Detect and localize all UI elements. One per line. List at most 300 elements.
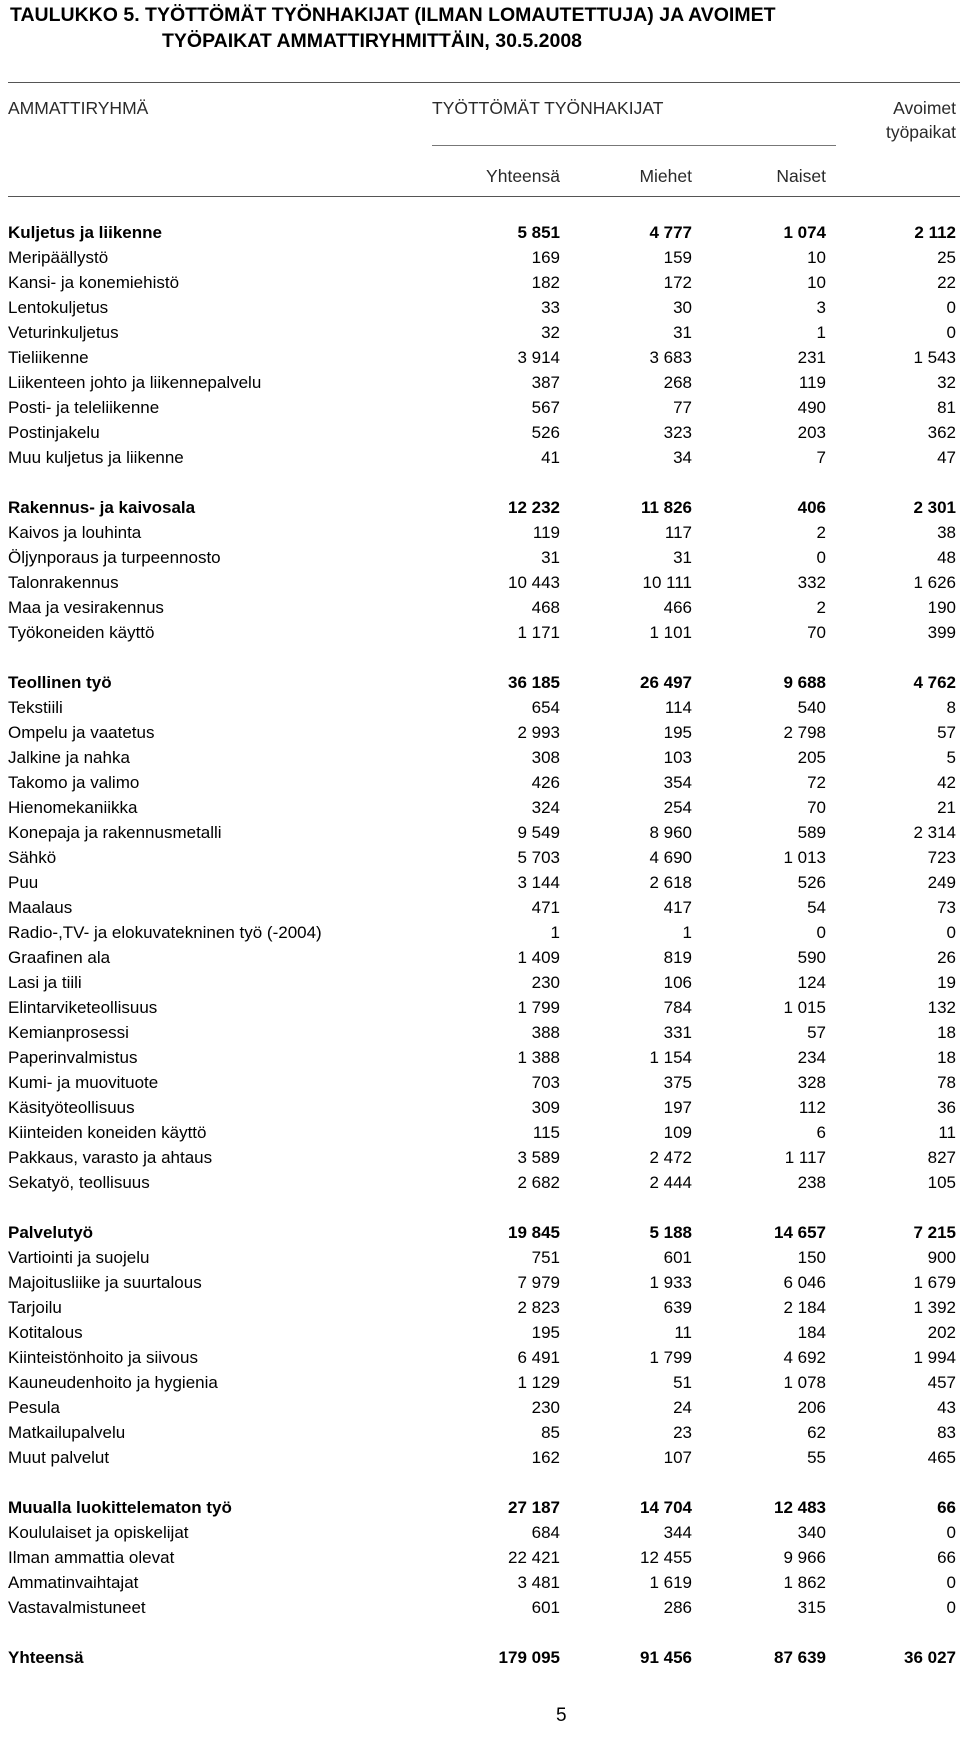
jobseekers-total: 162	[531, 1448, 560, 1467]
jobseekers-women: 1 013	[783, 848, 826, 867]
jobseekers-women: 62	[807, 1423, 826, 1442]
jobseekers-women: 124	[797, 973, 826, 992]
open-vacancies: 36 027	[904, 1648, 956, 1667]
occupation-name: Radio-,TV- ja elokuvatekninen työ (-2004)	[8, 923, 322, 942]
jobseekers-women: 55	[807, 1448, 826, 1467]
open-vacancies: 26	[937, 948, 956, 967]
jobseekers-men: 23	[673, 1423, 692, 1442]
jobseekers-total: 6 491	[517, 1348, 560, 1367]
jobseekers-total: 567	[531, 398, 560, 417]
jobseekers-men: 639	[663, 1298, 692, 1317]
occupation-name: Koululaiset ja opiskelijat	[8, 1523, 189, 1542]
jobseekers-women: 590	[797, 948, 826, 967]
jobseekers-men: 31	[673, 548, 692, 567]
occupation-name: Majoitusliike ja suurtalous	[8, 1273, 202, 1292]
open-vacancies: 48	[937, 548, 956, 567]
open-vacancies: 132	[927, 998, 956, 1017]
table-group-row	[0, 495, 960, 520]
occupation-name: Liikenteen johto ja liikennepalvelu	[8, 373, 262, 392]
occupation-name: Takomo ja valimo	[8, 773, 140, 792]
jobseekers-men: 3 683	[649, 348, 692, 367]
jobseekers-men: 30	[673, 298, 692, 317]
open-vacancies: 0	[946, 1573, 956, 1592]
open-vacancies: 21	[937, 798, 956, 817]
jobseekers-men: 1 101	[649, 623, 692, 642]
occupation-name: Yhteensä	[8, 1648, 84, 1667]
open-vacancies: 81	[937, 398, 956, 417]
open-vacancies: 457	[927, 1373, 956, 1392]
table-row	[0, 920, 960, 945]
jobseekers-total: 10 443	[508, 573, 560, 592]
jobseekers-total: 388	[531, 1023, 560, 1042]
table-row	[0, 1545, 960, 1570]
table-row	[0, 770, 960, 795]
jobseekers-total: 7 979	[517, 1273, 560, 1292]
jobseekers-men: 197	[663, 1098, 692, 1117]
open-vacancies: 57	[937, 723, 956, 742]
occupation-name: Meripäällystö	[8, 248, 109, 267]
open-vacancies: 32	[937, 373, 956, 392]
occupation-name: Sekatyö, teollisuus	[8, 1173, 150, 1192]
jobseekers-men: 268	[663, 373, 692, 392]
table-row	[0, 1145, 960, 1170]
occupation-name: Kansi- ja konemiehistö	[8, 273, 180, 292]
jobseekers-women: 54	[807, 898, 826, 917]
jobseekers-women: 0	[816, 548, 826, 567]
open-vacancies: 0	[946, 323, 956, 342]
jobseekers-men: 31	[673, 323, 692, 342]
jobseekers-men: 77	[673, 398, 692, 417]
jobseekers-total: 5 703	[517, 848, 560, 867]
table-row	[0, 1295, 960, 1320]
jobseekers-total: 195	[531, 1323, 560, 1342]
jobseekers-men: 1 619	[649, 1573, 692, 1592]
open-vacancies: 25	[937, 248, 956, 267]
jobseekers-total: 426	[531, 773, 560, 792]
open-vacancies: 0	[946, 1523, 956, 1542]
jobseekers-men: 12 455	[640, 1548, 692, 1567]
occupation-name: Kuljetus ja liikenne	[8, 223, 162, 242]
jobseekers-total: 182	[531, 273, 560, 292]
jobseekers-total: 85	[541, 1423, 560, 1442]
table-group-row	[0, 1220, 960, 1245]
table-row	[0, 1420, 960, 1445]
occupation-name: Elintarviketeollisuus	[8, 998, 158, 1017]
occupation-name: Tieliikenne	[8, 348, 89, 367]
jobseekers-men: 172	[663, 273, 692, 292]
jobseekers-men: 106	[663, 973, 692, 992]
open-vacancies: 2 112	[914, 223, 956, 242]
occupation-name: Matkailupalvelu	[8, 1423, 126, 1442]
occupation-name: Maalaus	[8, 898, 73, 917]
table-row	[0, 820, 960, 845]
jobseekers-total: 3 589	[517, 1148, 560, 1167]
jobseekers-women: 119	[798, 373, 826, 392]
jobseekers-men: 91 456	[640, 1648, 692, 1667]
open-vacancies: 465	[927, 1448, 956, 1467]
occupation-name: Kaivos ja louhinta	[8, 523, 142, 542]
jobseekers-women: 4 692	[783, 1348, 826, 1367]
jobseekers-total: 703	[531, 1073, 560, 1092]
occupation-name: Konepaja ja rakennusmetalli	[8, 823, 222, 842]
table-group-row	[0, 1645, 960, 1670]
open-vacancies: 4 762	[913, 673, 956, 692]
open-vacancies: 190	[927, 598, 956, 617]
jobseekers-women: 315	[797, 1598, 826, 1617]
table-group-row	[0, 1495, 960, 1520]
open-vacancies: 399	[927, 623, 956, 642]
jobseekers-total: 230	[531, 973, 560, 992]
jobseekers-men: 2 444	[649, 1173, 692, 1192]
jobseekers-total: 115	[532, 1123, 560, 1142]
jobseekers-women: 231	[797, 348, 826, 367]
jobseekers-women: 332	[797, 573, 826, 592]
occupation-name: Öljynporaus ja turpeennosto	[8, 548, 221, 567]
jobseekers-women: 70	[807, 798, 826, 817]
jobseekers-total: 1 409	[517, 948, 560, 967]
table-row	[0, 545, 960, 570]
open-vacancies: 11	[938, 1123, 956, 1142]
open-vacancies: 723	[927, 848, 956, 867]
jobseekers-men: 11 826	[640, 498, 692, 517]
jobseekers-total: 41	[541, 448, 560, 467]
jobseekers-women: 2 798	[783, 723, 826, 742]
column-header-vacancies-line1: Avoimet	[893, 98, 956, 118]
jobseekers-total: 468	[531, 598, 560, 617]
jobseekers-men: 286	[663, 1598, 692, 1617]
open-vacancies: 78	[937, 1073, 956, 1092]
open-vacancies: 18	[937, 1048, 956, 1067]
table-row	[0, 720, 960, 745]
open-vacancies: 2 314	[913, 823, 956, 842]
jobseekers-men: 195	[663, 723, 692, 742]
jobseekers-total: 684	[531, 1523, 560, 1542]
jobseekers-men: 784	[663, 998, 692, 1017]
open-vacancies: 827	[927, 1148, 956, 1167]
jobseekers-total: 3 914	[517, 348, 560, 367]
jobseekers-women: 9 966	[783, 1548, 826, 1567]
jobseekers-women: 10	[807, 273, 826, 292]
jobseekers-total: 1 171	[517, 623, 560, 642]
jobseekers-women: 234	[797, 1048, 826, 1067]
jobseekers-women: 9 688	[783, 673, 826, 692]
jobseekers-men: 331	[663, 1023, 692, 1042]
open-vacancies: 47	[937, 448, 956, 467]
open-vacancies: 1 392	[913, 1298, 956, 1317]
jobseekers-women: 203	[797, 423, 826, 442]
occupation-name: Pesula	[8, 1398, 60, 1417]
table-row	[0, 1245, 960, 1270]
open-vacancies: 43	[937, 1398, 956, 1417]
jobseekers-women: 3	[816, 298, 826, 317]
table-row	[0, 995, 960, 1020]
occupation-name: Lentokuljetus	[8, 298, 109, 317]
open-vacancies: 249	[927, 873, 956, 892]
jobseekers-total: 3 144	[517, 873, 560, 892]
open-vacancies: 36	[937, 1098, 956, 1117]
occupation-name: Puu	[8, 873, 39, 892]
jobseekers-men: 24	[673, 1398, 692, 1417]
jobseekers-men: 117	[664, 523, 692, 542]
jobseekers-total: 36 185	[508, 673, 560, 692]
jobseekers-total: 324	[531, 798, 560, 817]
table-row	[0, 345, 960, 370]
jobseekers-total: 471	[531, 898, 560, 917]
jobseekers-women: 340	[797, 1523, 826, 1542]
open-vacancies: 22	[937, 273, 956, 292]
jobseekers-men: 1 799	[649, 1348, 692, 1367]
table-row	[0, 295, 960, 320]
jobseekers-total: 31	[541, 548, 560, 567]
jobseekers-total: 308	[531, 748, 560, 767]
jobseekers-women: 70	[807, 623, 826, 642]
jobseekers-total: 230	[531, 1398, 560, 1417]
table-row	[0, 1445, 960, 1470]
occupation-name: Muu kuljetus ja liikenne	[8, 448, 184, 467]
jobseekers-men: 354	[663, 773, 692, 792]
column-header-group: AMMATTIRYHMÄ	[8, 98, 149, 118]
jobseekers-men: 14 704	[640, 1498, 692, 1517]
jobseekers-men: 103	[663, 748, 692, 767]
jobseekers-total: 179 095	[498, 1648, 560, 1667]
table-row	[0, 845, 960, 870]
table-group-row	[0, 220, 960, 245]
occupation-name: Kumi- ja muovituote	[8, 1073, 159, 1092]
open-vacancies: 0	[946, 923, 956, 942]
occupation-name: Vartiointi ja suojelu	[8, 1248, 150, 1267]
open-vacancies: 19	[937, 973, 956, 992]
jobseekers-women: 206	[797, 1398, 826, 1417]
occupation-name: Paperinvalmistus	[8, 1048, 138, 1067]
table-row	[0, 1570, 960, 1595]
occupation-name: Kemianprosessi	[8, 1023, 129, 1042]
occupation-name: Lasi ja tiili	[8, 973, 82, 992]
occupation-name: Tekstiili	[8, 698, 63, 717]
occupation-name: Veturinkuljetus	[8, 323, 119, 342]
jobseekers-total: 12 232	[508, 498, 560, 517]
jobseekers-women: 72	[807, 773, 826, 792]
occupation-name: Muualla luokittelematon työ	[8, 1498, 232, 1517]
jobseekers-women: 1 117	[784, 1148, 826, 1167]
open-vacancies: 1 543	[913, 348, 956, 367]
column-header-jobseekers: TYÖTTÖMÄT TYÖNHAKIJAT	[432, 98, 664, 118]
jobseekers-women: 540	[797, 698, 826, 717]
jobseekers-men: 344	[663, 1523, 692, 1542]
jobseekers-women: 406	[797, 498, 826, 517]
jobseekers-women: 205	[797, 748, 826, 767]
table-row	[0, 395, 960, 420]
occupation-name: Ammatinvaihtajat	[8, 1573, 139, 1592]
occupation-name: Teollinen työ	[8, 673, 112, 692]
jobseekers-men: 417	[663, 898, 692, 917]
occupation-name: Palvelutyö	[8, 1223, 94, 1242]
table-row	[0, 570, 960, 595]
jobseekers-total: 119	[532, 523, 560, 542]
occupation-name: Tarjoilu	[8, 1298, 62, 1317]
jobseekers-men: 466	[663, 598, 692, 617]
jobseekers-women: 1 015	[783, 998, 826, 1017]
open-vacancies: 66	[937, 1548, 956, 1567]
table-row	[0, 245, 960, 270]
table-row	[0, 870, 960, 895]
jobseekers-women: 10	[807, 248, 826, 267]
jobseekers-men: 4 777	[649, 223, 692, 242]
table-row	[0, 1320, 960, 1345]
jobseekers-total: 1 799	[517, 998, 560, 1017]
open-vacancies: 2 301	[913, 498, 956, 517]
jobseekers-total: 3 481	[517, 1573, 560, 1592]
jobseekers-women: 14 657	[774, 1223, 826, 1242]
table-row	[0, 970, 960, 995]
jobseekers-women: 0	[816, 923, 826, 942]
jobseekers-women: 1 862	[783, 1573, 826, 1592]
jobseekers-women: 2	[816, 598, 826, 617]
jobseekers-women: 87 639	[774, 1648, 826, 1667]
occupation-name: Sähkö	[8, 848, 57, 867]
jobseekers-women: 526	[797, 873, 826, 892]
table-row	[0, 520, 960, 545]
jobseekers-women: 7	[816, 448, 826, 467]
jobseekers-men: 254	[663, 798, 692, 817]
table-row	[0, 320, 960, 345]
open-vacancies: 900	[927, 1248, 956, 1267]
column-header-total: Yhteensä	[486, 166, 560, 186]
table-row	[0, 595, 960, 620]
open-vacancies: 66	[937, 1498, 956, 1517]
column-header-vacancies-line2: työpaikat	[885, 122, 956, 142]
occupation-name: Käsityöteollisuus	[8, 1098, 135, 1117]
jobseekers-total: 2 993	[517, 723, 560, 742]
jobseekers-total: 27 187	[508, 1498, 560, 1517]
occupation-name: Kauneudenhoito ja hygienia	[8, 1373, 218, 1392]
jobseekers-women: 238	[797, 1173, 826, 1192]
jobseekers-women: 184	[797, 1323, 826, 1342]
jobseekers-men: 114	[664, 698, 692, 717]
open-vacancies: 1 626	[913, 573, 956, 592]
occupation-name: Graafinen ala	[8, 948, 111, 967]
jobseekers-total: 309	[531, 1098, 560, 1117]
page-number: 5	[556, 1705, 567, 1726]
jobseekers-men: 11	[674, 1323, 692, 1342]
occupation-name: Työkoneiden käyttö	[8, 623, 155, 642]
occupation-name: Ompelu ja vaatetus	[8, 723, 155, 742]
table-row	[0, 445, 960, 470]
column-header-men: Miehet	[639, 166, 692, 186]
jobseekers-women: 2	[816, 523, 826, 542]
table-row	[0, 1070, 960, 1095]
table-row	[0, 745, 960, 770]
table-row	[0, 1020, 960, 1045]
jobseekers-men: 323	[663, 423, 692, 442]
jobseekers-men: 8 960	[649, 823, 692, 842]
jobseekers-total: 32	[541, 323, 560, 342]
table-row	[0, 1345, 960, 1370]
jobseekers-total: 751	[531, 1248, 560, 1267]
open-vacancies: 38	[937, 523, 956, 542]
jobseekers-men: 107	[663, 1448, 692, 1467]
jobseekers-men: 4 690	[649, 848, 692, 867]
jobseekers-total: 1	[550, 923, 560, 942]
open-vacancies: 202	[927, 1323, 956, 1342]
occupation-name: Hienomekaniikka	[8, 798, 138, 817]
jobseekers-men: 601	[663, 1248, 692, 1267]
jobseekers-women: 589	[797, 823, 826, 842]
table-row	[0, 1120, 960, 1145]
table-row	[0, 270, 960, 295]
occupation-name: Kotitalous	[8, 1323, 83, 1342]
open-vacancies: 0	[946, 298, 956, 317]
occupation-name: Maa ja vesirakennus	[8, 598, 164, 617]
jobseekers-men: 10 111	[642, 573, 692, 592]
jobseekers-men: 1	[682, 923, 692, 942]
column-header-women: Naiset	[776, 166, 826, 186]
table-row	[0, 1095, 960, 1120]
jobseekers-men: 1 154	[649, 1048, 692, 1067]
jobseekers-men: 2 618	[649, 873, 692, 892]
jobseekers-women: 150	[797, 1248, 826, 1267]
jobseekers-total: 22 421	[508, 1548, 560, 1567]
jobseekers-women: 2 184	[783, 1298, 826, 1317]
occupation-name: Kiinteistönhoito ja siivous	[8, 1348, 198, 1367]
occupation-name: Pakkaus, varasto ja ahtaus	[8, 1148, 213, 1167]
jobseekers-women: 12 483	[774, 1498, 826, 1517]
jobseekers-men: 159	[663, 248, 692, 267]
jobseekers-total: 19 845	[508, 1223, 560, 1242]
table-title-line2: TYÖPAIKAT AMMATTIRYHMITTÄIN, 30.5.2008	[162, 30, 583, 52]
occupation-name: Talonrakennus	[8, 573, 119, 592]
jobseekers-total: 33	[541, 298, 560, 317]
open-vacancies: 8	[946, 698, 956, 717]
occupation-name: Posti- ja teleliikenne	[8, 398, 160, 417]
table-row	[0, 795, 960, 820]
occupation-name: Rakennus- ja kaivosala	[8, 498, 196, 517]
jobseekers-total: 601	[531, 1598, 560, 1617]
jobseekers-women: 112	[798, 1098, 826, 1117]
table-row	[0, 895, 960, 920]
jobseekers-total: 1 388	[517, 1048, 560, 1067]
occupation-name: Jalkine ja nahka	[8, 748, 130, 767]
jobseekers-total: 5 851	[517, 223, 560, 242]
jobseekers-total: 2 682	[517, 1173, 560, 1192]
jobseekers-women: 490	[797, 398, 826, 417]
jobseekers-total: 387	[531, 373, 560, 392]
table-row	[0, 420, 960, 445]
jobseekers-men: 51	[673, 1373, 692, 1392]
table-row	[0, 1045, 960, 1070]
jobseekers-men: 375	[663, 1073, 692, 1092]
jobseekers-women: 1	[816, 323, 826, 342]
table-row	[0, 1270, 960, 1295]
table-row	[0, 620, 960, 645]
table-row	[0, 1170, 960, 1195]
table-row	[0, 945, 960, 970]
occupation-name: Muut palvelut	[8, 1448, 110, 1467]
jobseekers-total: 2 823	[517, 1298, 560, 1317]
open-vacancies: 42	[937, 773, 956, 792]
open-vacancies: 83	[937, 1423, 956, 1442]
jobseekers-women: 1 074	[783, 223, 826, 242]
open-vacancies: 362	[927, 423, 956, 442]
table-row	[0, 1520, 960, 1545]
jobseekers-total: 526	[531, 423, 560, 442]
table-row	[0, 370, 960, 395]
jobseekers-women: 328	[797, 1073, 826, 1092]
open-vacancies: 73	[937, 898, 956, 917]
jobseekers-men: 5 188	[649, 1223, 692, 1242]
table-row	[0, 1395, 960, 1420]
occupation-name: Kiinteiden koneiden käyttö	[8, 1123, 207, 1142]
jobseekers-total: 1 129	[517, 1373, 560, 1392]
